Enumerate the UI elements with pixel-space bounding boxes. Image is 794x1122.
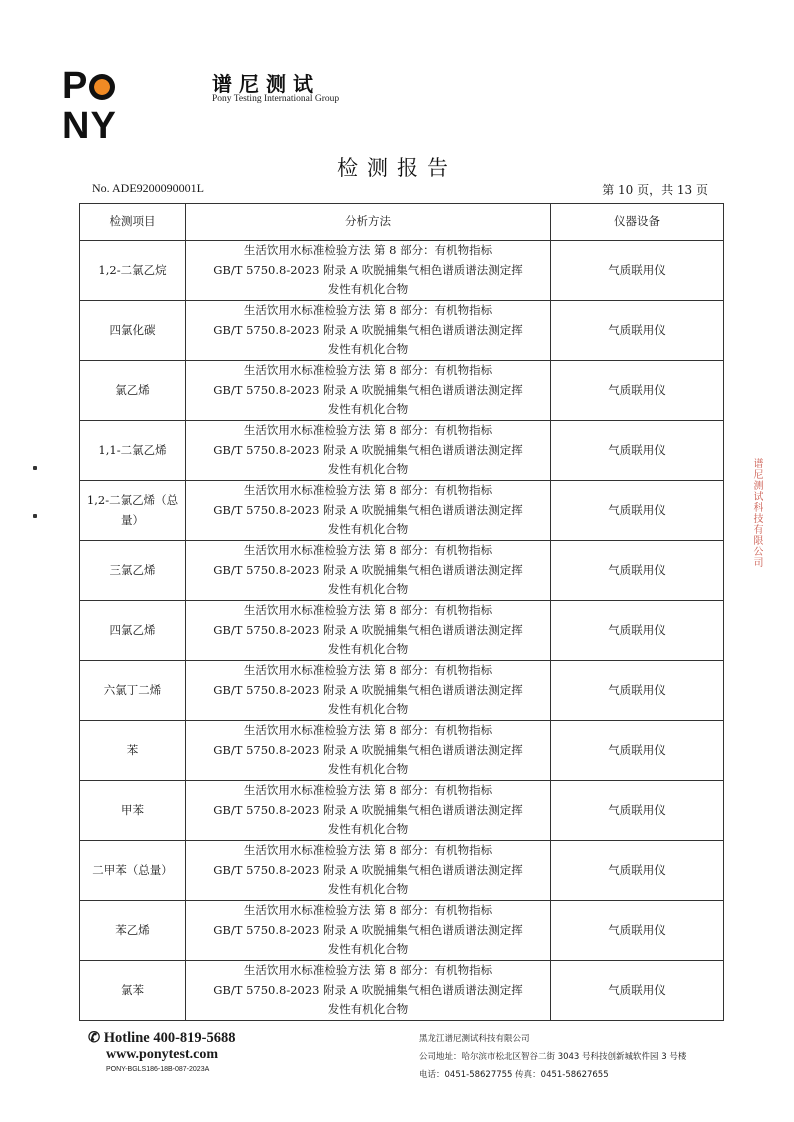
method-text-line2: GB/T 5750.8-2023 附录 A 吹脱捕集气相色谱质谱法测定挥 (213, 862, 523, 877)
test-item-cell: 甲苯 (80, 781, 186, 841)
method-text-line2: GB/T 5750.8-2023 附录 A 吹脱捕集气相色谱质谱法测定挥 (213, 322, 523, 337)
analysis-method-cell (186, 241, 551, 301)
method-text-line2: GB/T 5750.8-2023 附录 A 吹脱捕集气相色谱质谱法测定挥 (213, 562, 523, 577)
instrument-cell: 气质联用仪 (551, 241, 724, 301)
method-text-line2: GB/T 5750.8-2023 附录 A 吹脱捕集气相色谱质谱法测定挥 (213, 982, 523, 997)
footer-website[interactable]: www.ponytest.com (106, 1047, 218, 1062)
analysis-method-cell (186, 301, 551, 361)
test-item-cell: 1,1-二氯乙烯 (80, 421, 186, 481)
test-item-cell: 1,2-二氯乙烯（总量） (80, 481, 186, 541)
method-text-line1: 生活饮用水标准检验方法 第 8 部分：有机物指标 (243, 423, 493, 438)
test-item-cell: 苯乙烯 (80, 901, 186, 961)
test-item-cell: 四氯化碳 (80, 301, 186, 361)
test-item-cell: 四氯乙烯 (80, 601, 186, 661)
table-body (80, 241, 724, 1021)
header-item: 检测项目 (80, 204, 186, 241)
method-text-line1: 生活饮用水标准检验方法 第 8 部分：有机物指标 (243, 543, 493, 558)
test-item-cell: 氯乙烯 (80, 361, 186, 421)
method-text-line2: GB/T 5750.8-2023 附录 A 吹脱捕集气相色谱质谱法测定挥 (213, 742, 523, 757)
page-indicator: 第 10 页，共 13 页 (602, 183, 708, 197)
method-text-line2: GB/T 5750.8-2023 附录 A 吹脱捕集气相色谱质谱法测定挥 (213, 682, 523, 697)
logo-ring-icon (89, 74, 115, 100)
table-row (80, 661, 724, 721)
header-method: 分析方法 (186, 204, 551, 241)
analysis-method-cell (186, 481, 551, 541)
table-row (80, 961, 724, 1021)
table-row (80, 841, 724, 901)
footer-company-name: 黑龙江谱尼测试科技有限公司 (419, 1034, 530, 1044)
analysis-method-cell (186, 781, 551, 841)
table-row (80, 601, 724, 661)
footer-hotline: ✆ Hotline 400-819-5688 (88, 1030, 236, 1046)
method-text-line3: 发性有机化合物 (327, 1002, 409, 1017)
method-text-line1: 生活饮用水标准检验方法 第 8 部分：有机物指标 (243, 843, 493, 858)
analysis-method-cell (186, 961, 551, 1021)
method-text-line1: 生活饮用水标准检验方法 第 8 部分：有机物指标 (243, 363, 493, 378)
test-item-cell: 六氯丁二烯 (80, 661, 186, 721)
method-text-line3: 发性有机化合物 (327, 402, 409, 417)
analysis-method-cell (186, 361, 551, 421)
method-text-line2: GB/T 5750.8-2023 附录 A 吹脱捕集气相色谱质谱法测定挥 (213, 502, 523, 517)
analysis-method-cell (186, 901, 551, 961)
table-header-row (80, 204, 724, 241)
method-text-line2: GB/T 5750.8-2023 附录 A 吹脱捕集气相色谱质谱法测定挥 (213, 622, 523, 637)
margin-mark (33, 514, 37, 518)
method-text-line3: 发性有机化合物 (327, 702, 409, 717)
method-text-line1: 生活饮用水标准检验方法 第 8 部分：有机物指标 (243, 903, 493, 918)
test-item-cell: 1,2-二氯乙烷 (80, 241, 186, 301)
table-row (80, 421, 724, 481)
cross-page-seal: 谱尼测试科技有限公司 (751, 458, 762, 568)
analysis-method-cell (186, 601, 551, 661)
method-text-line3: 发性有机化合物 (327, 822, 409, 837)
table-row (80, 361, 724, 421)
instrument-cell: 气质联用仪 (551, 601, 724, 661)
method-text-line1: 生活饮用水标准检验方法 第 8 部分：有机物指标 (243, 603, 493, 618)
report-title: 检测报告 (337, 156, 457, 180)
report-number: No. ADE9200090001L (92, 181, 204, 195)
table-row (80, 901, 724, 961)
test-item-cell: 二甲苯（总量） (80, 841, 186, 901)
footer-address: 公司地址：哈尔滨市松北区智谷二街 3043 号科技创新城软件园 3 号楼 (419, 1052, 687, 1062)
method-text-line1: 生活饮用水标准检验方法 第 8 部分：有机物指标 (243, 483, 493, 498)
method-text-line3: 发性有机化合物 (327, 882, 409, 897)
logo-english-name: Pony Testing International Group (212, 94, 340, 104)
analysis-method-cell (186, 721, 551, 781)
table-row (80, 241, 724, 301)
instrument-cell: 气质联用仪 (551, 301, 724, 361)
method-text-line3: 发性有机化合物 (327, 462, 409, 477)
logo-wordmark: PNY (62, 65, 117, 147)
instrument-cell: 气质联用仪 (551, 721, 724, 781)
header-instrument: 仪器设备 (551, 204, 724, 241)
method-text-line2: GB/T 5750.8-2023 附录 A 吹脱捕集气相色谱质谱法测定挥 (213, 442, 523, 457)
test-item-cell: 氯苯 (80, 961, 186, 1021)
test-method-table (79, 203, 724, 1021)
instrument-cell: 气质联用仪 (551, 961, 724, 1021)
method-text-line3: 发性有机化合物 (327, 522, 409, 537)
instrument-cell: 气质联用仪 (551, 901, 724, 961)
method-text-line1: 生活饮用水标准检验方法 第 8 部分：有机物指标 (243, 723, 493, 738)
instrument-cell: 气质联用仪 (551, 481, 724, 541)
analysis-method-cell (186, 421, 551, 481)
instrument-cell: 气质联用仪 (551, 781, 724, 841)
instrument-cell: 气质联用仪 (551, 661, 724, 721)
table-row (80, 781, 724, 841)
method-text-line1: 生活饮用水标准检验方法 第 8 部分：有机物指标 (243, 243, 493, 258)
footer-form-code: PONY-BGLS186-18B-087-2023A (106, 1066, 210, 1073)
method-text-line3: 发性有机化合物 (327, 762, 409, 777)
method-text-line2: GB/T 5750.8-2023 附录 A 吹脱捕集气相色谱质谱法测定挥 (213, 802, 523, 817)
method-text-line3: 发性有机化合物 (327, 942, 409, 957)
logo-chinese-name: 谱尼测试 (212, 72, 320, 96)
test-item-cell: 苯 (80, 721, 186, 781)
instrument-cell: 气质联用仪 (551, 361, 724, 421)
table-row (80, 481, 724, 541)
analysis-method-cell (186, 661, 551, 721)
test-item-cell: 三氯乙烯 (80, 541, 186, 601)
method-text-line1: 生活饮用水标准检验方法 第 8 部分：有机物指标 (243, 303, 493, 318)
table-row (80, 721, 724, 781)
table-row (80, 541, 724, 601)
instrument-cell: 气质联用仪 (551, 541, 724, 601)
method-text-line1: 生活饮用水标准检验方法 第 8 部分：有机物指标 (243, 963, 493, 978)
method-text-line3: 发性有机化合物 (327, 642, 409, 657)
method-text-line3: 发性有机化合物 (327, 582, 409, 597)
method-text-line2: GB/T 5750.8-2023 附录 A 吹脱捕集气相色谱质谱法测定挥 (213, 262, 523, 277)
table-row (80, 301, 724, 361)
instrument-cell: 气质联用仪 (551, 421, 724, 481)
analysis-method-cell (186, 541, 551, 601)
method-text-line2: GB/T 5750.8-2023 附录 A 吹脱捕集气相色谱质谱法测定挥 (213, 382, 523, 397)
instrument-cell: 气质联用仪 (551, 841, 724, 901)
footer-company-info (419, 1030, 749, 1084)
margin-mark (33, 466, 37, 470)
method-text-line1: 生活饮用水标准检验方法 第 8 部分：有机物指标 (243, 783, 493, 798)
footer-phone-fax: 电话：0451-58627755 传真：0451-58627655 (419, 1070, 609, 1080)
method-text-line3: 发性有机化合物 (327, 282, 409, 297)
method-text-line3: 发性有机化合物 (327, 342, 409, 357)
method-text-line2: GB/T 5750.8-2023 附录 A 吹脱捕集气相色谱质谱法测定挥 (213, 922, 523, 937)
method-text-line1: 生活饮用水标准检验方法 第 8 部分：有机物指标 (243, 663, 493, 678)
analysis-method-cell (186, 841, 551, 901)
